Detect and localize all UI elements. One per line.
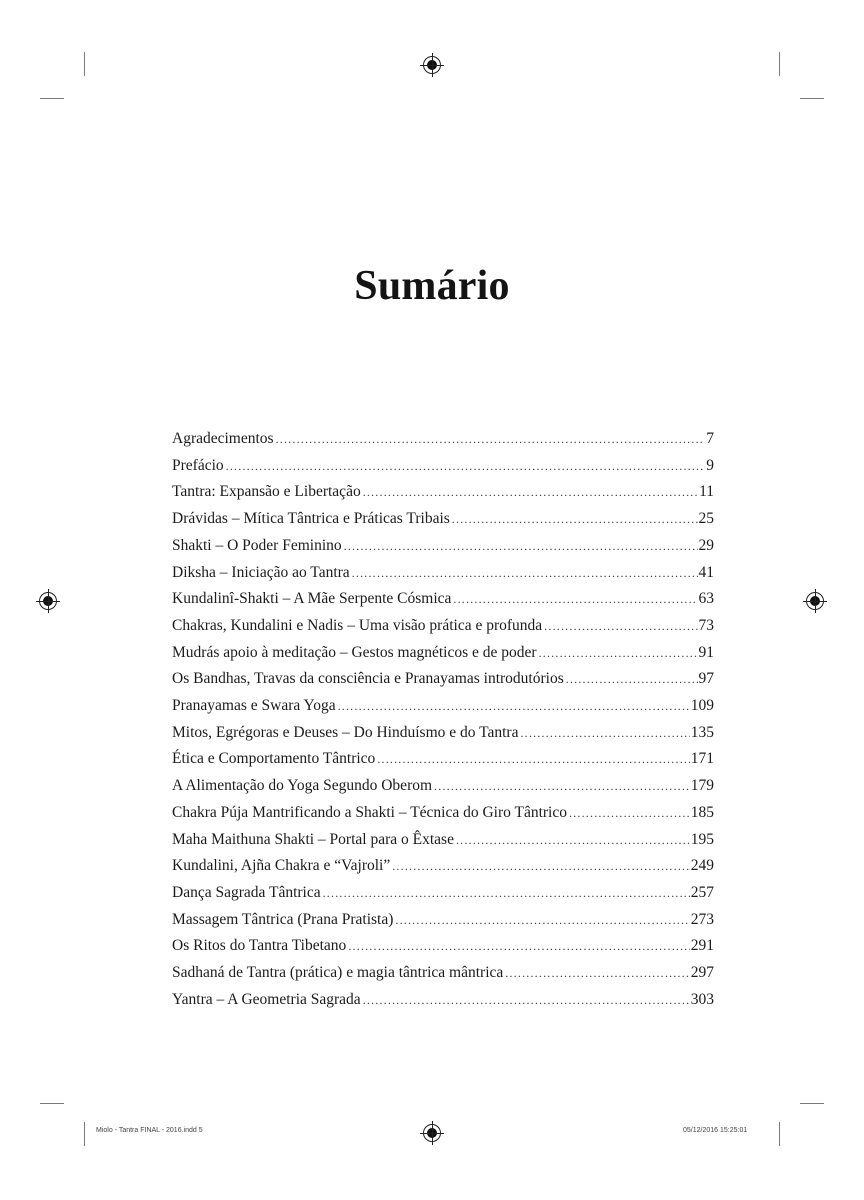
toc-entry-title: Massagem Tântrica (Prana Pratista) [172,910,394,928]
toc-entry-title: Sadhaná de Tantra (prática) e magia tântrica mântrica [172,964,504,982]
toc-entry-page-number: 109 [690,697,714,715]
toc-leader-dots [434,774,690,800]
toc-entry-title: Prefácio [172,456,224,474]
toc-entry-page-number: 11 [699,483,714,501]
toc-entry [172,479,714,506]
registration-mark-icon [423,56,441,74]
toc-entry-page-number: 63 [698,590,714,608]
toc-entry [172,720,714,747]
crop-mark-top-left-horizontal [40,98,64,99]
toc-entry-page-number: 135 [690,723,714,741]
crop-mark-bottom-left-horizontal [40,1103,64,1104]
toc-entry-page-number: 195 [690,830,714,848]
toc-entry-title: Kundalini, Ajña Chakra e “Vajroli” [172,857,391,875]
registration-mark-icon [39,592,57,610]
toc-entry-page-number: 257 [690,883,714,901]
toc-entry-page-number: 73 [698,616,714,634]
toc-leader-dots [452,507,698,533]
toc-entry-title: A Alimentação do Yoga Segundo Oberom [172,777,433,795]
toc-entry-page-number: 273 [690,910,714,928]
toc-leader-dots [453,587,697,613]
toc-entry-page-number: 9 [706,456,714,474]
crop-mark-top-left-vertical [84,52,85,76]
toc-entry [172,960,714,987]
toc-entry [172,693,714,720]
toc-entry-title: Dança Sagrada Tântrica [172,883,321,901]
toc-entry [172,827,714,854]
toc-leader-dots [323,881,690,907]
toc-leader-dots [456,828,690,854]
toc-entry-title: Drávidas – Mítica Tântrica e Práticas Tribais [172,510,450,528]
toc-leader-dots [363,988,690,1014]
toc-entry [172,933,714,960]
toc-entry [172,853,714,880]
toc-leader-dots [352,561,698,587]
toc-entry [172,907,714,934]
toc-entry [172,800,714,827]
crop-mark-bottom-left-vertical [84,1122,85,1146]
toc-leader-dots [348,934,689,960]
crop-mark-top-right-horizontal [800,98,824,99]
toc-entry [172,506,714,533]
toc-entry-title: Os Ritos do Tantra Tibetano [172,937,347,955]
toc-entry-page-number: 249 [690,857,714,875]
toc-entry-page-number: 7 [706,430,714,447]
toc-entry-page-number: 171 [690,750,714,768]
registration-mark-icon [423,1124,441,1142]
toc-entry-page-number: 29 [698,536,714,554]
crop-mark-bottom-right-horizontal [800,1103,824,1104]
toc-entry-page-number: 97 [698,670,714,688]
toc-entry-title: Diksha – Iniciação ao Tantra [172,563,350,581]
toc-entry-title: Mudrás apoio à meditação – Gestos magnéticos e de poder [172,643,537,661]
footer-file-name: Miolo - Tantra FINAL - 2016.indd 5 [96,1127,203,1134]
toc-entry [172,666,714,693]
toc-entry [172,640,714,667]
toc-entry-page-number: 185 [690,803,714,821]
toc-entry-page-number: 297 [690,964,714,982]
crop-mark-bottom-right-vertical [779,1122,780,1146]
toc-entry [172,773,714,800]
toc-leader-dots [276,427,706,453]
toc-entry [172,426,714,453]
toc-entry-title: Yantra – A Geometria Sagrada [172,990,361,1008]
toc-entry-title: Chakras, Kundalini e Nadis – Uma visão prática e profunda [172,616,543,634]
toc-leader-dots [566,667,698,693]
toc-entry-page-number: 179 [690,777,714,795]
toc-entry-title: Chakra Púja Mantrificando a Shakti – Técnica do Giro Tântrico [172,803,567,821]
toc-entry-page-number: 91 [698,643,714,661]
registration-mark-icon [806,592,824,610]
toc-entry [172,746,714,773]
toc-entry-title: Kundalinî-Shakti – A Mãe Serpente Cósmica [172,590,452,608]
toc-entry-title: Mitos, Egrégoras e Deuses – Do Hinduísmo e do Tantra [172,723,519,741]
toc-entry [172,613,714,640]
footer-timestamp: 05/12/2016 15:25:01 [683,1127,748,1134]
page-title: Sumário [354,263,510,309]
toc-entry [172,586,714,613]
toc-leader-dots [539,641,698,667]
toc-leader-dots [377,747,689,773]
toc-leader-dots [505,961,689,987]
toc-leader-dots [392,854,690,880]
toc-entry-title: Shakti – O Poder Feminino [172,536,342,554]
toc-entry-title: Os Bandhas, Travas da consciência e Pranayamas introdutórios [172,670,564,688]
toc-entry-title: Pranayamas e Swara Yoga [172,697,336,715]
toc-leader-dots [344,534,698,560]
toc-entry-title: Maha Maithuna Shakti – Portal para o Êxtase [172,830,454,848]
toc-leader-dots [395,908,689,934]
toc-entry-title: Tantra: Expansão e Libertação [172,483,361,501]
toc-entry-title: Agradecimentos [172,430,274,447]
toc-entry-page-number: 303 [690,990,714,1008]
toc-entry [172,987,714,1014]
toc-leader-dots [338,694,690,720]
table-of-contents [172,426,714,1013]
toc-entry-page-number: 41 [698,563,714,581]
toc-entry [172,533,714,560]
toc-leader-dots [544,614,697,640]
toc-entry-page-number: 291 [690,937,714,955]
crop-mark-top-right-vertical [779,52,780,76]
toc-entry [172,880,714,907]
toc-entry [172,453,714,480]
toc-leader-dots [569,801,690,827]
toc-entry-page-number: 25 [698,510,714,528]
toc-leader-dots [520,721,689,747]
toc-entry-title: Ética e Comportamento Tântrico [172,750,376,768]
toc-entry [172,560,714,587]
toc-leader-dots [363,480,698,506]
toc-leader-dots [226,454,706,480]
